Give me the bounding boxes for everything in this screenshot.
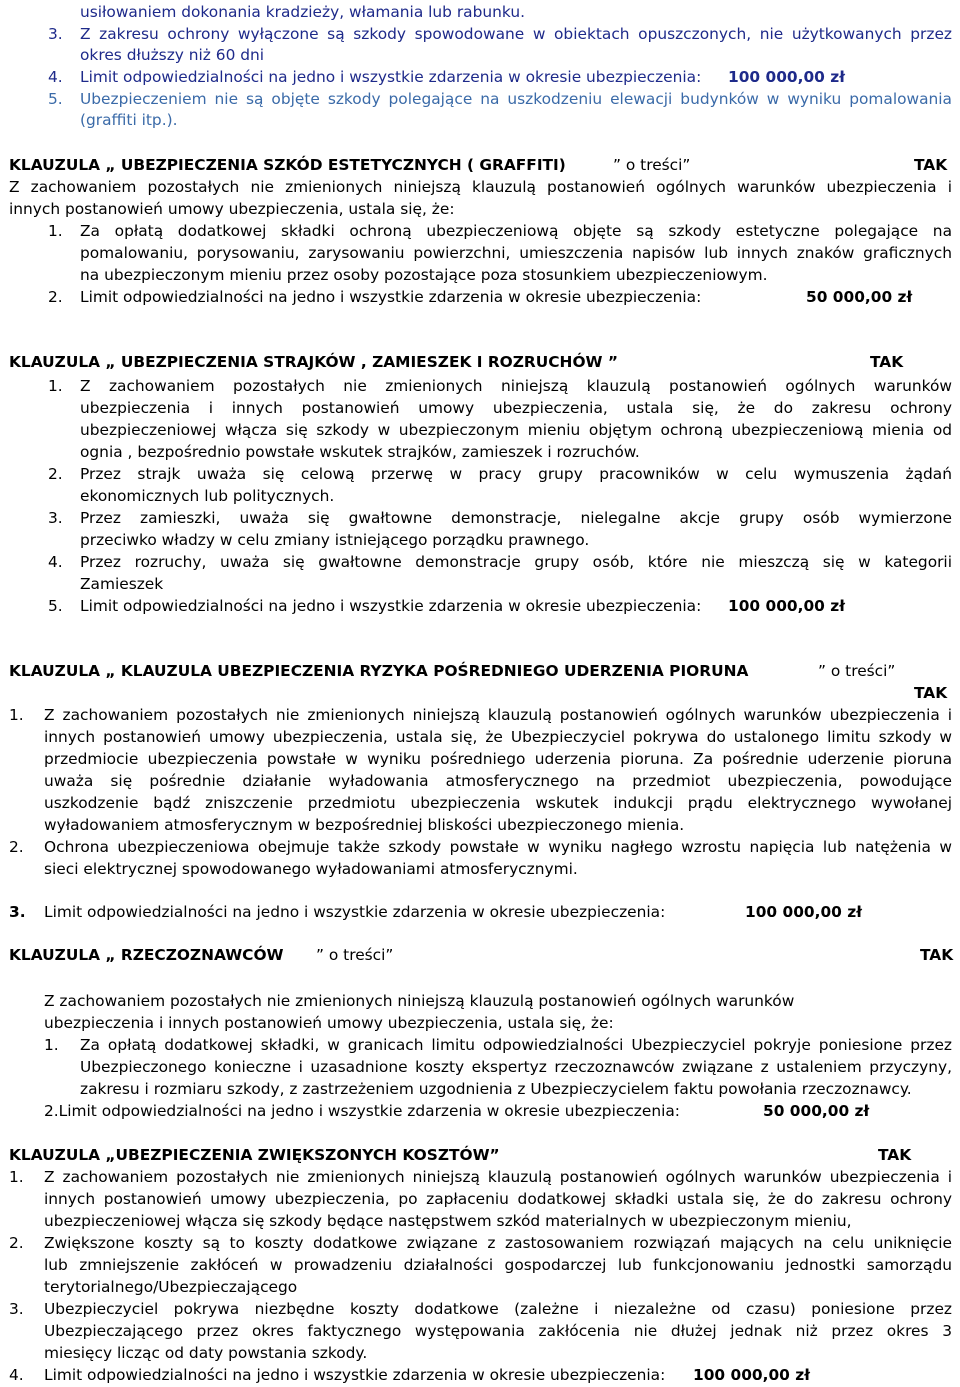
text-line: uważa się pośrednie działanie wyładowania atmosferycznego na przedmiot ubezpieczenia, powodujące [44, 772, 952, 790]
text-line: Ubezpieczonego konieczne i uzasadnione koszty ekspertyz rzeczoznawców związane z ustaleniem przyczyny, [80, 1058, 952, 1076]
limit-amount: 50 000,00 zł [763, 1102, 870, 1120]
text-line: Ubezpieczającego przez okres faktycznego występowania zakłócenia nie dłużej jednak niż przez okres 3 [44, 1322, 952, 1340]
text-line: okres dłuższy niż 60 dni [80, 46, 265, 64]
list-number: 4. [9, 1366, 24, 1384]
clause-status-tak: TAK [914, 684, 948, 702]
list-number: 2. [9, 838, 24, 856]
text-line: Limit odpowiedzialności na jedno i wszystkie zdarzenia w okresie ubezpieczenia: [80, 288, 702, 306]
text-line: Limit odpowiedzialności na jedno i wszystkie zdarzenia w okresie ubezpieczenia: [80, 68, 702, 86]
list-number: 1. [44, 1036, 59, 1054]
text-line: Limit odpowiedzialności na jedno i wszystkie zdarzenia w okresie ubezpieczenia: [44, 903, 666, 921]
clause-status-tak: TAK [914, 156, 948, 174]
text-line: Z zachowaniem pozostałych nie zmienionych niniejszą klauzulą postanowień ogólnych warunków ubezpieczenia i [44, 706, 952, 724]
text-line: innych postanowień umowy ubezpieczenia, po zapłaceniu dodatkowej składki ustala się, że do zakresu ochrony [44, 1190, 952, 1208]
clause-title: KLAUZULA „ UBEZPIECZENIA SZKÓD ESTETYCZNYCH ( GRAFFITI) [9, 156, 566, 174]
list-number: 1. [48, 222, 63, 240]
text-line: Zamieszek [80, 575, 164, 593]
text-line: Z zachowaniem pozostałych nie zmienionych niniejszą klauzulą postanowień ogólnych warunków ubezpieczenia i [44, 1168, 952, 1186]
list-number: 1. [48, 377, 63, 395]
text-line: terytorialnego/Ubezpieczającego [44, 1278, 298, 1296]
text-line: Za opłatą dodatkowej składki, w granicach limitu odpowiedzialności Ubezpieczyciel pokryje poniesione przez [80, 1036, 952, 1054]
text-line: ubezpieczenia i innych postanowień umowy ubezpieczenia, ustala się, że: [44, 1014, 614, 1032]
text-line: Limit odpowiedzialności na jedno i wszystkie zdarzenia w okresie ubezpieczenia: [44, 1366, 666, 1384]
clause-status-tak: TAK [878, 1146, 912, 1164]
text-line: Ubezpieczeniem nie są objęte szkody polegające na uszkodzeniu elewacji budynków w wyniku pomalowania [80, 90, 952, 108]
list-number: 2. [48, 288, 63, 306]
text-line: miesięcy licząc od daty powstania szkody. [44, 1344, 368, 1362]
clause-subtitle: ” o treści” [818, 662, 896, 680]
text-line: Z zachowaniem pozostałych nie zmienionych niniejszą klauzulą postanowień ogólnych warunków [80, 377, 952, 395]
text-line: Zwiększone koszty są to koszty dodatkowe związane z zastosowaniem rozwiązań mających na celu uniknięcie [44, 1234, 952, 1252]
text-line: Przez rozruchy, uważa się gwałtowne demonstracje grupy osób, które nie mieszczą się w kategorii [80, 553, 952, 571]
list-number: 5. [48, 90, 63, 108]
text-line: zakresu i rozmiaru szkody, z zastrzeżeniem uzgodnienia z Ubezpieczycielem faktu powołania rzeczoznawcy. [80, 1080, 912, 1098]
text-line: Z zachowaniem pozostałych nie zmienionych niniejszą klauzulą postanowień ogólnych warunków [44, 992, 795, 1010]
text-line: Za opłatą dodatkowej składki ochroną ubezpieczeniową objęte są szkody estetyczne polegające na [80, 222, 952, 240]
clause-title: KLAUZULA „ UBEZPIECZENIA STRAJKÓW , ZAMIESZEK I ROZRUCHÓW ” [9, 353, 618, 371]
text-line: Ubezpieczyciel pokrywa niezbędne koszty dodatkowe (zależne i niezależne od czasu) poniesione przez [44, 1300, 952, 1318]
text-line: Przez zamieszki, uważa się gwałtowne demonstracje, nielegalne akcje grupy osób wymierzone [80, 509, 952, 527]
limit-amount: 100 000,00 zł [693, 1366, 810, 1384]
text-line: ubezpieczeniowej włącza się szkody w ubezpieczonym mieniu objętym ochroną ubezpieczeniową mienia od [80, 421, 952, 439]
text-line: 2.Limit odpowiedzialności na jedno i wszystkie zdarzenia w okresie ubezpieczenia: [44, 1102, 680, 1120]
text-line: Limit odpowiedzialności na jedno i wszystkie zdarzenia w okresie ubezpieczenia: [80, 597, 702, 615]
text-line: ognia , bezpośrednio powstałe wskutek strajków, zamieszek i rozruchów. [80, 443, 640, 461]
text-line: Z zachowaniem pozostałych nie zmienionych niniejszą klauzulą postanowień ogólnych warunków ubezpieczenia i [9, 178, 952, 196]
text-line: Z zakresu ochrony wyłączone są szkody spowodowane w obiektach opuszczonych, nie użytkowanych przez [80, 25, 952, 43]
limit-amount: 100 000,00 zł [728, 597, 845, 615]
text-line: uszkodzenie bądź zniszczenie przedmiotu ubezpieczenia wskutek indukcji prądu elektrycznego wywołanej [44, 794, 952, 812]
text-line: ubezpieczeniowej włącza się szkody będące następstwem szkód materialnych w ubezpieczonym mieniu, [44, 1212, 852, 1230]
text-line: Ochrona ubezpieczeniowa obejmuje także szkody powstałe w wyniku nagłego wzrostu napięcia lub natężenia w [44, 838, 952, 856]
clause-status-tak: TAK [920, 946, 954, 964]
text-line: przeciwko władzy w celu zmiany istniejącego porządku prawnego. [80, 531, 590, 549]
text-line: wyładowaniem atmosferycznym w bezpośredniej bliskości ubezpieczonego mienia. [44, 816, 685, 834]
list-number: 5. [48, 597, 63, 615]
clause-title: KLAUZULA „UBEZPIECZENIA ZWIĘKSZONYCH KOSZTÓW” [9, 1146, 500, 1164]
clause-title: KLAUZULA „ RZECZOZNAWCÓW [9, 946, 284, 964]
limit-amount: 50 000,00 zł [806, 288, 913, 306]
text-line: Przez strajk uważa się celową przerwę w pracy grupy pracowników w celu wymuszenia żądań [80, 465, 952, 483]
limit-amount: 100 000,00 zł [745, 903, 862, 921]
list-number: 2. [9, 1234, 24, 1252]
list-number: 1. [9, 706, 24, 724]
text-line: lub zmniejszenie zakłóceń w prowadzeniu działalności gospodarczej lub funkcjonowaniu jednostki samorządu [44, 1256, 952, 1274]
list-number: 3. [48, 25, 63, 43]
text-line: innych postanowień umowy ubezpieczenia, ustala się, że: [9, 200, 455, 218]
list-number: 3. [48, 509, 63, 527]
clause-status-tak: TAK [870, 353, 904, 371]
text-line: ubezpieczenia i innych postanowień umowy ubezpieczenia, ustala się, że do zakresu ochrony [80, 399, 952, 417]
text-line: sieci elektrycznej spowodowanego wyładowaniami atmosferycznymi. [44, 860, 578, 878]
text-line: pomalowaniu, porysowaniu, zarysowaniu powierzchni, umieszczenia napisów lub innych znaków graficznych [80, 244, 952, 262]
list-number: 3. [9, 903, 26, 921]
text-line: na ubezpieczonym mieniu przez osoby pozostające poza stosunkiem ubezpieczeniowym. [80, 266, 768, 284]
limit-amount: 100 000,00 zł [728, 68, 845, 86]
text-line: innych postanowień umowy ubezpieczenia, ustala się, że Ubezpieczyciel pokrywa do ustalonego limitu szkody w [44, 728, 952, 746]
list-number: 1. [9, 1168, 24, 1186]
clause-subtitle: ” o treści” [316, 946, 394, 964]
list-number: 2. [48, 465, 63, 483]
list-number: 4. [48, 553, 63, 571]
clause-title: KLAUZULA „ KLAUZULA UBEZPIECZENIA RYZYKA POŚREDNIEGO UDERZENIA PIORUNA [9, 662, 749, 680]
text-line: ekonomicznych lub politycznych. [80, 487, 335, 505]
text-line: (graffiti itp.). [80, 111, 178, 129]
text-line: przedmiocie ubezpieczenia powstałe w wyniku pośredniego uderzenia pioruna. Za pośrednie uderzenie pioruna [44, 750, 952, 768]
text-line: usiłowaniem dokonania kradzieży, włamania lub rabunku. [80, 3, 525, 21]
list-number: 3. [9, 1300, 24, 1318]
list-number: 4. [48, 68, 63, 86]
clause-subtitle: ” o treści” [613, 156, 691, 174]
